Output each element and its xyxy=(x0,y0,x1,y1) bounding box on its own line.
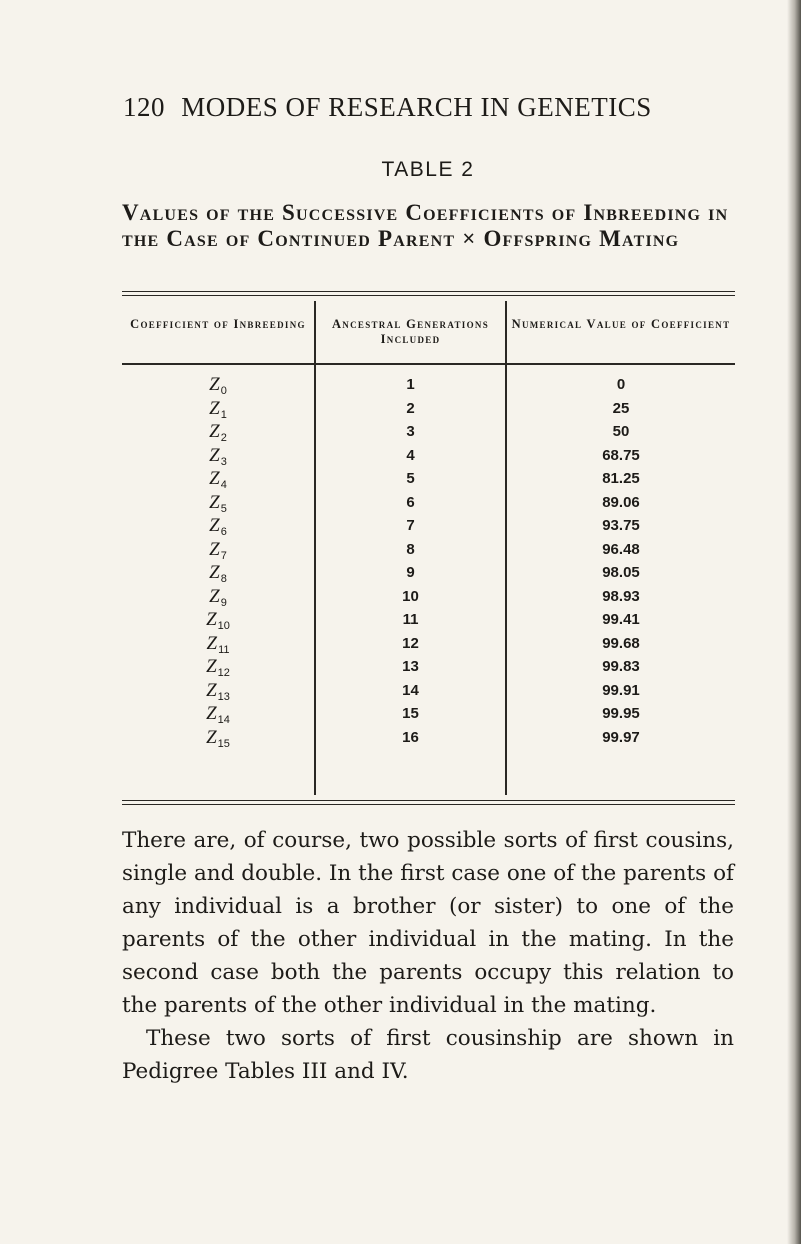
coefficient-subscript: 3 xyxy=(220,455,227,468)
cell-generations: 4 xyxy=(406,446,415,464)
cell-generations: 1 xyxy=(406,376,415,393)
table-row xyxy=(122,423,735,447)
cell-coefficient xyxy=(122,421,314,444)
cell-coefficient xyxy=(122,680,314,703)
coefficient-symbol: Z xyxy=(206,726,217,748)
cell-numerical-value: 50 xyxy=(612,423,630,440)
cell-numerical-value: 81.25 xyxy=(602,470,640,487)
coefficient-subscript: 6 xyxy=(220,526,227,538)
table-top-rule-inner xyxy=(122,295,735,296)
table-row xyxy=(122,611,735,635)
table-row xyxy=(122,632,735,659)
cell-coefficient xyxy=(122,562,314,585)
coefficient-subscript: 14 xyxy=(217,714,230,726)
cell-generations: 13 xyxy=(402,658,419,675)
table-caption: Values of the Successive Coefficients of Inbreeding in the Case of Continued Parent × Offspring Mating xyxy=(122,200,729,251)
cell-coefficient xyxy=(122,445,314,468)
cell-coefficient xyxy=(122,609,314,632)
coefficient-subscript: 0 xyxy=(220,385,227,397)
coefficient-symbol: Z xyxy=(209,397,220,419)
table-row xyxy=(122,517,735,541)
cell-numerical-value: 99.68 xyxy=(602,634,640,652)
cell-generations: 3 xyxy=(406,423,415,440)
cell-generations: 16 xyxy=(402,728,419,746)
cell-numerical-value: 98.93 xyxy=(602,587,640,605)
coefficient-symbol: Z xyxy=(206,632,218,654)
cell-numerical-value: 96.48 xyxy=(602,540,640,558)
table-body xyxy=(122,376,735,752)
coefficient-symbol: Z xyxy=(206,609,217,630)
coefficient-symbol: Z xyxy=(209,444,220,466)
table-row xyxy=(122,705,735,729)
cell-numerical-value: 99.95 xyxy=(602,705,640,722)
cell-coefficient xyxy=(122,468,314,491)
cell-coefficient xyxy=(122,727,314,750)
cell-generations: 9 xyxy=(406,564,415,581)
coefficient-subscript: 9 xyxy=(220,596,227,609)
cell-generations: 2 xyxy=(406,399,415,417)
cell-generations: 11 xyxy=(402,611,419,628)
table-row xyxy=(122,397,735,424)
header-rule xyxy=(122,363,735,365)
cell-numerical-value: 98.05 xyxy=(602,564,640,581)
coefficient-subscript: 4 xyxy=(220,479,227,491)
coefficient-subscript: 5 xyxy=(220,502,227,515)
paragraph-pedigree-tables: These two sorts of first cousinship are shown in Pedigree Tables III and IV. xyxy=(122,1026,734,1084)
coefficient-symbol: Z xyxy=(209,468,220,489)
cell-numerical-value: 99.83 xyxy=(602,658,640,675)
cell-numerical-value: 25 xyxy=(612,399,630,417)
coefficient-subscript: 11 xyxy=(218,643,230,656)
coefficient-symbol: Z xyxy=(206,656,217,677)
coefficient-subscript: 8 xyxy=(220,573,227,585)
coefficient-symbol: Z xyxy=(209,421,220,442)
running-title: MODES OF RESEARCH IN GENETICS xyxy=(181,92,652,122)
cell-generations: 10 xyxy=(402,587,419,605)
cell-numerical-value: 99.41 xyxy=(602,611,640,628)
body-text xyxy=(122,824,734,1088)
cell-generations: 14 xyxy=(402,681,419,699)
coefficient-symbol: Z xyxy=(206,679,217,701)
cell-coefficient xyxy=(122,703,314,726)
cell-generations: 8 xyxy=(406,540,415,558)
table-top-rule xyxy=(122,291,735,292)
running-head xyxy=(123,92,723,126)
table-row xyxy=(122,658,735,682)
cell-numerical-value: 99.97 xyxy=(602,728,640,746)
cell-coefficient xyxy=(122,398,314,421)
page-edge-shadow xyxy=(787,0,801,1244)
coefficient-subscript: 2 xyxy=(220,432,227,444)
coefficient-subscript: 1 xyxy=(220,408,227,421)
cell-numerical-value: 99.91 xyxy=(602,681,640,699)
paragraph-first-cousins: There are, of course, two possible sorts of first cousins, single and double. In the first case one of the parents of any individual is a brother (or sister) to one of the parents of the other individual in the mating. In the second case both the parents occupy this relation to the parents of the other individual in the mating. xyxy=(122,828,734,1018)
table-bottom-rule xyxy=(122,800,735,801)
cell-numerical-value: 93.75 xyxy=(602,517,640,534)
table-row xyxy=(122,585,735,612)
cell-coefficient xyxy=(122,492,314,515)
table-row xyxy=(122,470,735,494)
coefficient-symbol: Z xyxy=(209,538,220,560)
column-header-numerical-value: Numerical Value of Coefficient xyxy=(511,317,731,331)
table-row xyxy=(122,726,735,753)
coefficient-subscript: 7 xyxy=(220,549,227,562)
coefficient-symbol: Z xyxy=(209,515,220,536)
cell-generations: 15 xyxy=(402,705,419,722)
page-number: 120 xyxy=(123,92,165,122)
column-header-generations: Ancestral Generations Included xyxy=(331,317,490,346)
coefficient-subscript: 15 xyxy=(217,737,230,750)
cell-numerical-value: 68.75 xyxy=(602,446,640,464)
cell-generations: 6 xyxy=(406,493,415,511)
cell-numerical-value: 0 xyxy=(616,376,626,393)
table-row xyxy=(122,679,735,706)
cell-generations: 12 xyxy=(402,634,419,652)
table-row xyxy=(122,491,735,518)
coefficient-subscript: 12 xyxy=(217,667,230,679)
table-row xyxy=(122,564,735,588)
cell-coefficient xyxy=(122,374,314,397)
coefficient-symbol: Z xyxy=(206,703,217,724)
coefficient-subscript: 13 xyxy=(217,690,230,703)
cell-coefficient xyxy=(122,633,314,656)
cell-coefficient xyxy=(122,586,314,609)
coefficient-symbol: Z xyxy=(209,585,220,607)
table-row xyxy=(122,444,735,471)
cell-coefficient xyxy=(122,656,314,679)
table-row xyxy=(122,538,735,565)
cell-coefficient xyxy=(122,515,314,538)
table-bottom-rule-outer xyxy=(122,804,735,805)
coefficient-symbol: Z xyxy=(209,562,220,583)
coefficient-symbol: Z xyxy=(209,374,220,395)
cell-numerical-value: 89.06 xyxy=(602,493,640,511)
column-header-coefficient: Coefficient of Inbreeding xyxy=(130,317,306,331)
coefficient-subscript: 10 xyxy=(217,620,230,632)
coefficient-symbol: Z xyxy=(209,491,220,513)
cell-coefficient xyxy=(122,539,314,562)
cell-generations: 5 xyxy=(406,470,415,487)
cell-generations: 7 xyxy=(406,517,415,534)
table-label: TABLE 2 xyxy=(381,158,475,181)
table-row xyxy=(122,376,735,400)
